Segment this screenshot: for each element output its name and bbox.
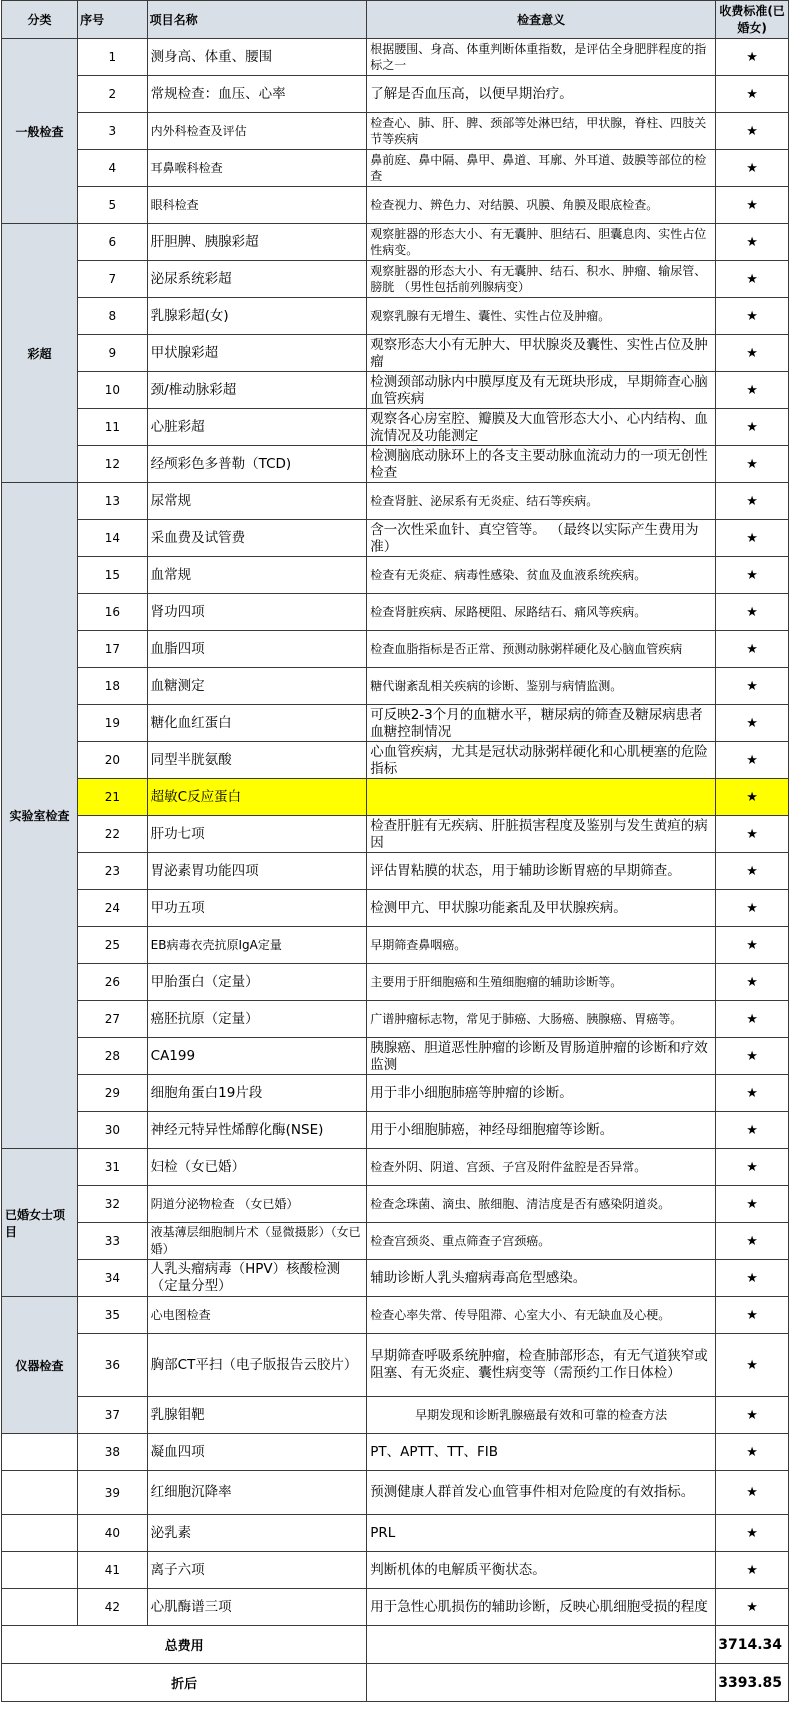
fee-star: ★ <box>716 853 789 890</box>
table-row <box>2 261 789 298</box>
item-number: 18 <box>78 668 148 705</box>
discount-value: 3393.85 <box>716 1664 789 1702</box>
fee-star: ★ <box>716 1434 789 1471</box>
fee-star: ★ <box>716 890 789 927</box>
item-number: 30 <box>78 1112 148 1149</box>
item-description: 检测甲亢、甲状腺功能紊乱及甲状腺疾病。 <box>370 899 627 916</box>
item-name: 超敏C反应蛋白 <box>147 779 367 816</box>
item-name: 采血费及试管费 <box>147 520 367 557</box>
item-name: 泌乳素 <box>147 1515 367 1552</box>
table-row <box>2 39 789 76</box>
table-row <box>2 372 789 409</box>
item-number: 32 <box>78 1186 148 1223</box>
item-description: 糖代谢紊乱相关疾病的诊断、鉴别与病情监测。 <box>370 679 623 693</box>
item-description: 观察脏器的形态大小、有无囊肿、胆结石、胆囊息肉、实性占位性病变。 <box>370 227 707 257</box>
item-description <box>367 779 716 816</box>
item-description: 用于急性心肌损伤的辅助诊断，反映心肌细胞受损的程度 <box>370 1598 708 1615</box>
item-description: 检查心、肺、肝、脾、颈部等处淋巴结，甲状腺，脊柱、四肢关节等疾病 <box>370 116 707 146</box>
item-number: 12 <box>78 446 148 483</box>
item-number: 36 <box>78 1334 148 1397</box>
item-name: 眼科检查 <box>147 187 367 224</box>
item-name: 阴道分泌物检查 （女已婚） <box>147 1186 367 1223</box>
fee-star: ★ <box>716 1223 789 1260</box>
item-number: 4 <box>78 150 148 187</box>
checkup-package-table <box>1 0 789 1702</box>
fee-star: ★ <box>716 927 789 964</box>
item-number: 19 <box>78 705 148 742</box>
category-general: 一般检查 <box>2 39 78 224</box>
table-row <box>2 76 789 113</box>
item-number: 17 <box>78 631 148 668</box>
item-name: 内外科检查及评估 <box>147 113 367 150</box>
table-row <box>2 520 789 557</box>
table-row <box>2 483 789 520</box>
item-description: 广谱肿瘤标志物，常见于肺癌、大肠癌、胰腺癌、胃癌等。 <box>370 1012 683 1026</box>
item-name: 神经元特异性烯醇化酶(NSE) <box>147 1112 367 1149</box>
item-name: 测身高、体重、腰围 <box>147 39 367 76</box>
table-row <box>2 1515 789 1552</box>
item-name: 泌尿系统彩超 <box>147 261 367 298</box>
item-number: 35 <box>78 1297 148 1334</box>
item-number: 40 <box>78 1515 148 1552</box>
item-name: 胸部CT平扫（电子版报告云胶片） <box>147 1334 367 1397</box>
table-row <box>2 187 789 224</box>
item-description: 观察脏器的形态大小、有无囊肿、结石、积水、肿瘤、输尿管、膀胱 （男性包括前列腺病变） <box>370 264 707 294</box>
item-number: 8 <box>78 298 148 335</box>
item-name: 甲状腺彩超 <box>147 335 367 372</box>
item-number: 11 <box>78 409 148 446</box>
fee-star: ★ <box>716 483 789 520</box>
category-empty <box>2 1552 78 1589</box>
table-row-highlighted <box>2 779 789 816</box>
fee-star: ★ <box>716 1075 789 1112</box>
item-description: 检测脑底动脉环上的各支主要动脉血流动力的一项无创性检查 <box>370 448 708 480</box>
item-description: 早期筛查呼吸系统肿瘤，检查肺部形态，有无气道狭窄或阻塞、有无炎症、囊性病变等（需预约工作日体检） <box>367 1334 716 1397</box>
item-number: 26 <box>78 964 148 1001</box>
item-name: 妇检（女已婚） <box>147 1149 367 1186</box>
table-row <box>2 1260 789 1297</box>
table-row <box>2 1112 789 1149</box>
item-number: 7 <box>78 261 148 298</box>
fee-star: ★ <box>716 631 789 668</box>
fee-star: ★ <box>716 964 789 1001</box>
item-description: 观察各心房室腔、瓣膜及大血管形态大小、心内结构、血流情况及功能测定 <box>370 411 708 443</box>
item-number: 25 <box>78 927 148 964</box>
item-number: 37 <box>78 1397 148 1434</box>
item-description: 检查有无炎症、病毒性感染、贫血及血液系统疾病。 <box>370 568 647 582</box>
category-ultrasound: 彩超 <box>2 224 78 483</box>
item-number: 38 <box>78 1434 148 1471</box>
fee-star: ★ <box>716 335 789 372</box>
item-number: 14 <box>78 520 148 557</box>
fee-star: ★ <box>716 1001 789 1038</box>
item-description: 胰腺癌、胆道恶性肿瘤的诊断及胃肠道肿瘤的诊断和疗效监测 <box>370 1040 708 1072</box>
table-row <box>2 631 789 668</box>
fee-star: ★ <box>716 705 789 742</box>
category-empty <box>2 1589 78 1626</box>
item-name: 甲功五项 <box>147 890 367 927</box>
fee-star: ★ <box>716 557 789 594</box>
item-name: 离子六项 <box>147 1552 367 1589</box>
item-number: 5 <box>78 187 148 224</box>
fee-star: ★ <box>716 816 789 853</box>
fee-star: ★ <box>716 742 789 779</box>
table-row <box>2 1397 789 1434</box>
category-empty <box>2 1471 78 1515</box>
item-name: 甲胎蛋白（定量） <box>147 964 367 1001</box>
table-row <box>2 816 789 853</box>
table-row <box>2 298 789 335</box>
item-number: 6 <box>78 224 148 261</box>
header-meaning: 检查意义 <box>367 1 716 39</box>
item-description: 了解是否血压高，以便早期治疗。 <box>370 85 573 102</box>
item-name: CA199 <box>147 1038 367 1075</box>
item-description: 评估胃粘膜的状态，用于辅助诊断胃癌的早期筛查。 <box>370 862 681 879</box>
item-description: 判断机体的电解质平衡状态。 <box>370 1561 546 1578</box>
item-name: 液基薄层细胞制片术（显微摄影）（女已婚） <box>147 1223 367 1260</box>
item-name: 心肌酶谱三项 <box>147 1589 367 1626</box>
item-description: 观察乳腺有无增生、囊性、实性占位及肿瘤。 <box>370 309 611 323</box>
item-name: 人乳头瘤病毒（HPV）核酸检测（定量分型） <box>147 1260 367 1297</box>
fee-star: ★ <box>716 1186 789 1223</box>
item-number: 31 <box>78 1149 148 1186</box>
fee-star: ★ <box>716 261 789 298</box>
item-number: 28 <box>78 1038 148 1075</box>
item-number: 9 <box>78 335 148 372</box>
fee-star: ★ <box>716 1471 789 1515</box>
table-row <box>2 1075 789 1112</box>
item-number: 33 <box>78 1223 148 1260</box>
fee-star: ★ <box>716 1589 789 1626</box>
fee-star: ★ <box>716 187 789 224</box>
item-number: 41 <box>78 1552 148 1589</box>
item-description: 早期发现和诊断乳腺癌最有效和可靠的检查方法 <box>415 1408 668 1422</box>
item-description: 含一次性采血针、真空管等。 （最终以实际产生费用为准） <box>370 522 699 554</box>
table-row <box>2 1186 789 1223</box>
item-number: 15 <box>78 557 148 594</box>
item-description: PRL <box>370 1524 396 1541</box>
item-name: 耳鼻喉科检查 <box>147 150 367 187</box>
item-description: 检查外阴、阴道、宫颈、子宫及附件盆腔是否异常。 <box>370 1160 647 1174</box>
item-name: 血常规 <box>147 557 367 594</box>
item-number: 2 <box>78 76 148 113</box>
item-description: 辅助诊断人乳头瘤病毒高危型感染。 <box>370 1269 587 1286</box>
item-name: 癌胚抗原（定量） <box>147 1001 367 1038</box>
item-name: 心电图检查 <box>147 1297 367 1334</box>
fee-star: ★ <box>716 150 789 187</box>
item-name: 细胞角蛋白19片段 <box>147 1075 367 1112</box>
item-description: 用于非小细胞肺癌等肿瘤的诊断。 <box>370 1084 573 1101</box>
item-description: 检查血脂指标是否正常、预测动脉粥样硬化及心脑血管疾病 <box>370 642 683 656</box>
fee-star: ★ <box>716 1397 789 1434</box>
category-married-women: 已婚女士项目 <box>2 1149 78 1297</box>
item-description: 预测健康人群首发心血管事件相对危险度的有效指标。 <box>370 1484 695 1500</box>
table-row <box>2 1223 789 1260</box>
table-row <box>2 1552 789 1589</box>
table-row <box>2 594 789 631</box>
table-row <box>2 890 789 927</box>
item-name: 经颅彩色多普勒（TCD) <box>147 446 367 483</box>
item-name: 乳腺彩超(女) <box>147 298 367 335</box>
item-description: 鼻前庭、鼻中隔、鼻甲、鼻道、耳廓、外耳道、鼓膜等部位的检查 <box>370 153 707 183</box>
item-number: 3 <box>78 113 148 150</box>
item-name: 乳腺钼靶 <box>147 1397 367 1434</box>
fee-star: ★ <box>716 1297 789 1334</box>
item-number: 10 <box>78 372 148 409</box>
item-number: 23 <box>78 853 148 890</box>
item-name: EB病毒衣壳抗原IgA定量 <box>147 927 367 964</box>
fee-star: ★ <box>716 779 789 816</box>
total-label: 总费用 <box>2 1626 367 1664</box>
header-name: 项目名称 <box>147 1 367 39</box>
item-name: 肾功四项 <box>147 594 367 631</box>
fee-star: ★ <box>716 372 789 409</box>
table-row <box>2 927 789 964</box>
item-name: 心脏彩超 <box>147 409 367 446</box>
item-description: 心血管疾病，尤其是冠状动脉粥样硬化和心肌梗塞的危险指标 <box>370 744 708 776</box>
item-description: 检查心率失常、传导阻滞、心室大小、有无缺血及心梗。 <box>370 1308 671 1322</box>
table-row <box>2 1297 789 1334</box>
item-name: 常规检查：血压、心率 <box>147 76 367 113</box>
fee-star: ★ <box>716 1149 789 1186</box>
table-row <box>2 409 789 446</box>
table-row <box>2 1589 789 1626</box>
table-row <box>2 705 789 742</box>
table-row <box>2 335 789 372</box>
item-description: 检查宫颈炎、重点筛查子宫颈癌。 <box>370 1234 551 1248</box>
table-row <box>2 1149 789 1186</box>
item-name: 糖化血红蛋白 <box>147 705 367 742</box>
item-number: 34 <box>78 1260 148 1297</box>
table-row <box>2 742 789 779</box>
item-name: 凝血四项 <box>147 1434 367 1471</box>
table-row <box>2 446 789 483</box>
table-row <box>2 1001 789 1038</box>
item-name: 胃泌素胃功能四项 <box>147 853 367 890</box>
table-row <box>2 1038 789 1075</box>
category-instrument: 仪器检查 <box>2 1297 78 1434</box>
item-description: 早期筛查鼻咽癌。 <box>370 938 467 952</box>
fee-star: ★ <box>716 446 789 483</box>
total-row <box>2 1626 789 1664</box>
item-description: 检测颈部动脉内中膜厚度及有无斑块形成，早期筛查心脑血管疾病 <box>370 374 708 406</box>
item-name: 红细胞沉降率 <box>147 1471 367 1515</box>
header-fee: 收费标准(已婚女) <box>716 1 789 39</box>
item-number: 16 <box>78 594 148 631</box>
item-description: 检查念珠菌、滴虫、脓细胞、清洁度是否有感染阴道炎。 <box>370 1197 671 1211</box>
item-number: 29 <box>78 1075 148 1112</box>
total-empty <box>367 1626 716 1664</box>
item-number: 13 <box>78 483 148 520</box>
item-name: 肝功七项 <box>147 816 367 853</box>
item-description: 可反映2-3个月的血糖水平，糖尿病的筛查及糖尿病患者血糖控制情况 <box>370 707 703 739</box>
fee-star: ★ <box>716 409 789 446</box>
item-name: 肝胆脾、胰腺彩超 <box>147 224 367 261</box>
item-description: 观察形态大小有无肿大、甲状腺炎及囊性、实性占位及肿瘤 <box>370 337 708 369</box>
item-name: 同型半胱氨酸 <box>147 742 367 779</box>
table-row <box>2 557 789 594</box>
item-description: 根据腰围、身高、体重判断体重指数，是评估全身肥胖程度的指标之一 <box>370 42 707 72</box>
item-name: 血脂四项 <box>147 631 367 668</box>
fee-star: ★ <box>716 1552 789 1589</box>
fee-star: ★ <box>716 76 789 113</box>
fee-star: ★ <box>716 594 789 631</box>
table-row <box>2 853 789 890</box>
item-number: 39 <box>78 1471 148 1515</box>
table-row <box>2 1334 789 1397</box>
category-empty <box>2 1434 78 1471</box>
table-row <box>2 1471 789 1515</box>
item-description: 用于小细胞肺癌，神经母细胞瘤等诊断。 <box>370 1121 614 1138</box>
fee-star: ★ <box>716 224 789 261</box>
item-name: 血糖测定 <box>147 668 367 705</box>
table-row <box>2 113 789 150</box>
fee-star: ★ <box>716 520 789 557</box>
header-row <box>2 1 789 39</box>
table-row <box>2 964 789 1001</box>
item-number: 22 <box>78 816 148 853</box>
fee-star: ★ <box>716 39 789 76</box>
header-number: 序号 <box>78 1 148 39</box>
item-number: 20 <box>78 742 148 779</box>
fee-star: ★ <box>716 668 789 705</box>
fee-star: ★ <box>716 1334 789 1397</box>
fee-star: ★ <box>716 1112 789 1149</box>
item-number: 21 <box>78 779 148 816</box>
item-description: 检查肝脏有无疾病、肝脏损害程度及鉴别与发生黄疸的病因 <box>370 818 708 850</box>
header-category: 分类 <box>2 1 78 39</box>
item-description: 检查视力、辨色力、对结膜、巩膜、角膜及眼底检查。 <box>370 198 659 212</box>
category-empty <box>2 1515 78 1552</box>
item-name: 尿常规 <box>147 483 367 520</box>
item-name: 颈/椎动脉彩超 <box>147 372 367 409</box>
fee-star: ★ <box>716 1260 789 1297</box>
item-number: 42 <box>78 1589 148 1626</box>
category-lab: 实验室检查 <box>2 483 78 1149</box>
item-description: 主要用于肝细胞癌和生殖细胞瘤的辅助诊断等。 <box>370 975 623 989</box>
item-number: 27 <box>78 1001 148 1038</box>
table-row <box>2 224 789 261</box>
item-number: 24 <box>78 890 148 927</box>
fee-star: ★ <box>716 1515 789 1552</box>
item-description: PT、APTT、TT、FIB <box>370 1443 498 1460</box>
table-row <box>2 1434 789 1471</box>
item-description: 检查肾脏、泌尿系有无炎症、结石等疾病。 <box>370 494 599 508</box>
total-value: 3714.34 <box>716 1626 789 1664</box>
fee-star: ★ <box>716 113 789 150</box>
discount-row <box>2 1664 789 1702</box>
item-description: 检查肾脏疾病、尿路梗阻、尿路结石、痛风等疾病。 <box>370 605 647 619</box>
fee-star: ★ <box>716 1038 789 1075</box>
fee-star: ★ <box>716 298 789 335</box>
table-row <box>2 668 789 705</box>
item-number: 1 <box>78 39 148 76</box>
table-row <box>2 150 789 187</box>
discount-empty <box>367 1664 716 1702</box>
discount-label: 折后 <box>2 1664 367 1702</box>
